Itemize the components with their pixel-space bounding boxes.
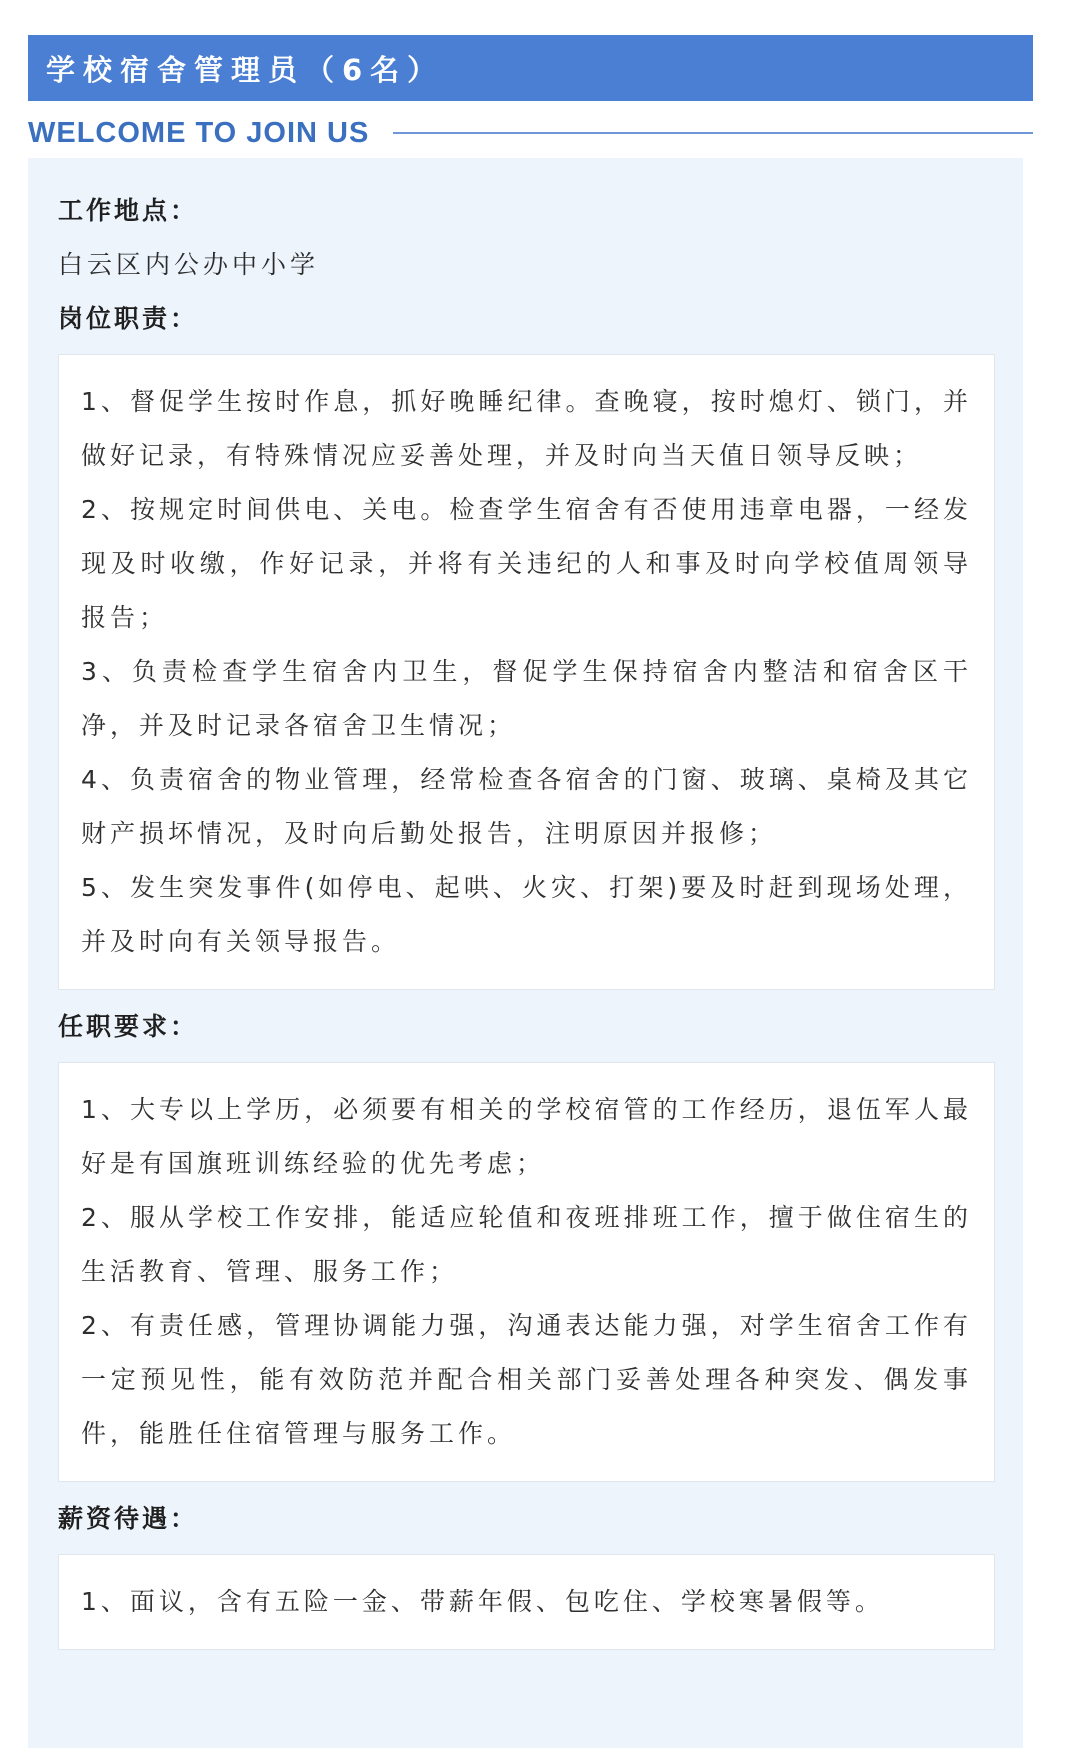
- location-label: 工作地点：: [58, 196, 199, 225]
- duty-item: 4、负责宿舍的物业管理，经常检查各宿舍的门窗、玻璃、桌椅及其它财产损坏情况，及时向后勤处报告，注明原因并报修；: [81, 765, 972, 848]
- divider-line: [393, 132, 1033, 134]
- duty-item: 2、按规定时间供电、关电。检查学生宿舍有否使用违章电器，一经发现及时收缴，作好记录，并将有关违纪的人和事及时向学校值周领导报告；: [81, 495, 972, 632]
- requirement-item: 2、有责任感，管理协调能力强，沟通表达能力强，对学生宿舍工作有一定预见性，能有效防范并配合相关部门妥善处理各种突发、偶发事件，能胜任住宿管理与服务工作。: [81, 1311, 972, 1448]
- duties-label: 岗位职责：: [58, 304, 199, 333]
- requirement-item: 2、服从学校工作安排，能适应轮值和夜班排班工作，擅于做住宿生的生活教育、管理、服务工作；: [81, 1203, 972, 1286]
- location-value: 白云区内公办中小学: [58, 250, 320, 279]
- title-bar: [28, 35, 1033, 101]
- requirements-label: 任职要求：: [58, 1012, 199, 1041]
- requirement-item: 1、大专以上学历，必须要有相关的学校宿管的工作经历，退伍军人最好是有国旗班训练经验的优先考虑；: [81, 1095, 972, 1178]
- salary-item: 1、面议，含有五险一金、带薪年假、包吃住、学校寒暑假等。: [81, 1587, 884, 1616]
- salary-label: 薪资待遇：: [58, 1504, 199, 1533]
- welcome-row: [28, 112, 1033, 154]
- duty-item: 3、负责检查学生宿舍内卫生，督促学生保持宿舍内整洁和宿舍区干净，并及时记录各宿舍卫生情况；: [81, 657, 972, 740]
- duty-item: 5、发生突发事件(如停电、起哄、火灾、打架)要及时赶到现场处理，并及时向有关领导报告。: [81, 873, 972, 956]
- duty-item: 1、督促学生按时作息，抓好晚睡纪律。查晚寝，按时熄灯、锁门，并做好记录，有特殊情况应妥善处理，并及时向当天值日领导反映；: [81, 387, 972, 470]
- duties-box: [58, 354, 995, 990]
- salary-box: [58, 1554, 995, 1650]
- content-panel: [28, 158, 1023, 1748]
- welcome-text: WELCOME TO JOIN US: [28, 116, 370, 149]
- page-title: 学校宿舍管理员（6名）: [46, 52, 445, 87]
- requirements-box: [58, 1062, 995, 1482]
